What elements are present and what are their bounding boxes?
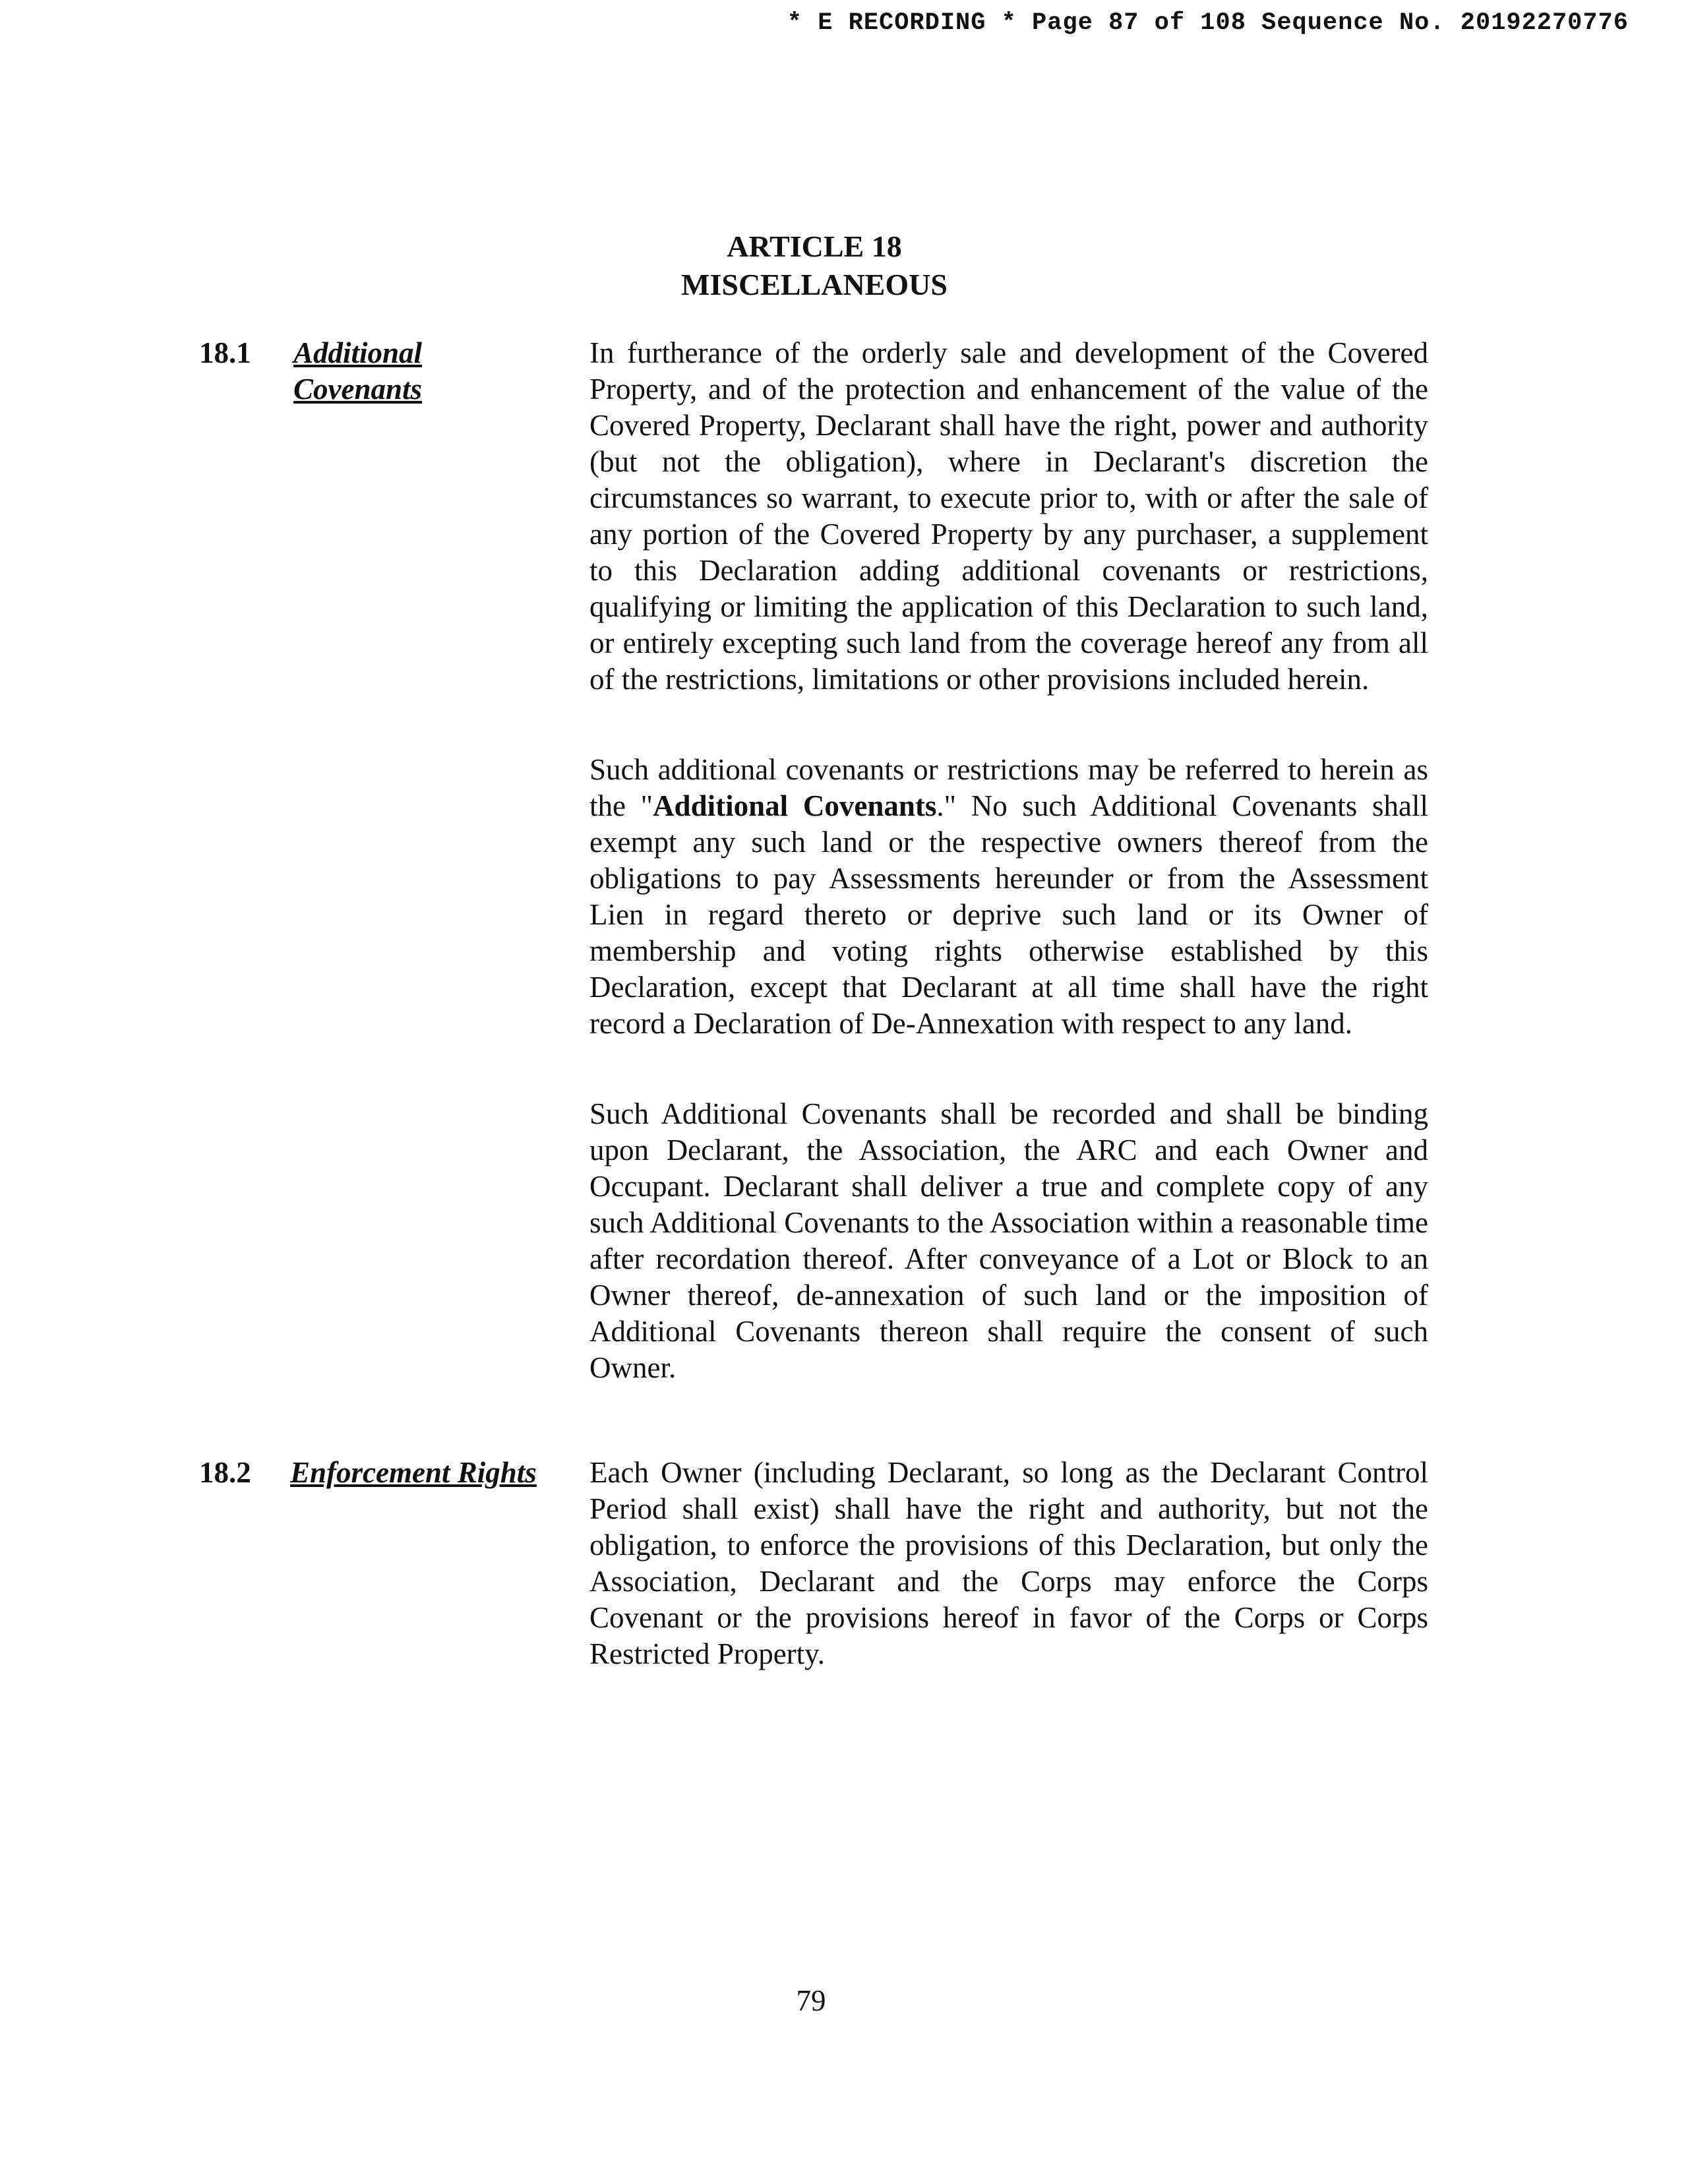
article-heading	[0, 228, 1629, 304]
section-title	[293, 335, 422, 408]
paragraph	[589, 752, 1428, 1042]
paragraph: In furtherance of the orderly sale and development of the Covered Property, and of the protection and enhancement of the value of the Covered Property, Declarant shall have the right, power and authority (but not the obligation), where in Declarant's discretion the circumstances so warrant, to execute prior to, with or after the sale of any portion of the Covered Property by any purchaser, a supplement to this Declaration adding additional covenants or restrictions, qualifying or limiting the application of this Declaration to such land, or entirely excepting such land from the coverage hereof any from all of the restrictions, limitations or other provisions included herein.	[589, 336, 1428, 696]
section-body	[589, 335, 1428, 1440]
recording-header: * E RECORDING * Page 87 of 108 Sequence No. 20192270776	[787, 9, 1629, 37]
paragraph: Such Additional Covenants shall be recorded and shall be binding upon Declarant, the Association, the ARC and each Owner and Occupant. Declarant shall deliver a true and complete copy of any such Additional Covenants to the Association within a reasonable time after recordation thereof. After conveyance of a Lot or Block to an Owner thereof, de-annexation of such land or the imposition of Additional Covenants thereon shall require the consent of such Owner.	[589, 1097, 1428, 1384]
section-number: 18.1	[199, 336, 251, 369]
paragraph-text: ." No such Additional Covenants shall exempt any such land or the respective owners thereof from the obligations to pay Assessments hereunder or from the Assessment Lien in regard thereto or deprive such land or its Owner of membership and voting rights otherwise established by this Declaration, except that Declarant at all time shall have the right record a Declaration of De-Annexation with respect to any land.	[589, 789, 1428, 1040]
section-number: 18.2	[199, 1456, 251, 1489]
page-number: 79	[796, 1984, 826, 2017]
defined-term: Additional Covenants	[653, 789, 937, 822]
paragraph-text: Such additional covenants or restrictions may be referred to herein as the "	[589, 753, 1428, 822]
section-title-line: Covenants	[293, 373, 423, 406]
article-number: ARTICLE 18	[727, 229, 902, 263]
section-body	[589, 1455, 1428, 1726]
section-title: Enforcement Rights	[290, 1456, 537, 1489]
article-title: MISCELLANEOUS	[681, 268, 948, 301]
paragraph: Each Owner (including Declarant, so long as the Declarant Control Period shall exist) shall have the right and authority, but not the obligation, to enforce the provisions of this Declaration, but only the Association, Declarant and the Corps may enforce the Corps Covenant or the provisions hereof in favor of the Corps or Corps Restricted Property.	[589, 1456, 1428, 1670]
section-title-line: Additional	[293, 336, 423, 369]
